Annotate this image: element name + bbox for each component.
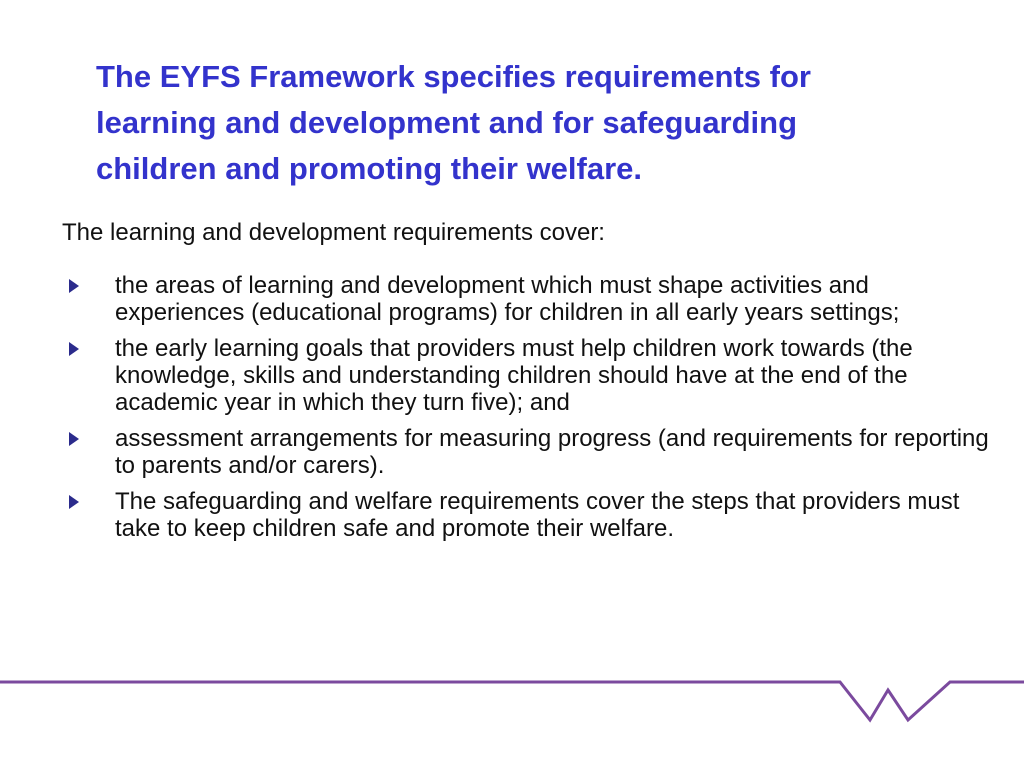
bullet-text: The safeguarding and welfare requirements cover the steps that providers must take to keep children safe and promote their welfare.: [115, 488, 960, 542]
w-logo-line: [0, 682, 1024, 720]
bullet-item: [62, 488, 992, 542]
footer-w-logo-line: [0, 676, 1024, 736]
triangle-right-icon: [69, 279, 79, 293]
bullet-text: the areas of learning and development which must shape activities and experiences (educational programs) for children in all early years settings;: [115, 272, 900, 326]
bullet-item: [62, 425, 992, 479]
bullet-text: the early learning goals that providers must help children work towards (the knowledge, skills and understanding children should have at the end of the academic year in which they turn five); and: [115, 335, 913, 416]
triangle-right-icon: [69, 342, 79, 356]
triangle-right-icon: [69, 495, 79, 509]
slide-title: The EYFS Framework specifies requirements for learning and development and for safeguarding children and promoting their welfare.: [96, 59, 811, 186]
bullet-item: [62, 272, 992, 326]
intro-text: The learning and development requirements cover:: [62, 219, 605, 246]
bullet-text: assessment arrangements for measuring progress (and requirements for reporting to parents and/or carers).: [115, 425, 989, 479]
bullet-list: [62, 272, 992, 551]
triangle-right-icon: [69, 432, 79, 446]
bullet-item: [62, 335, 992, 416]
